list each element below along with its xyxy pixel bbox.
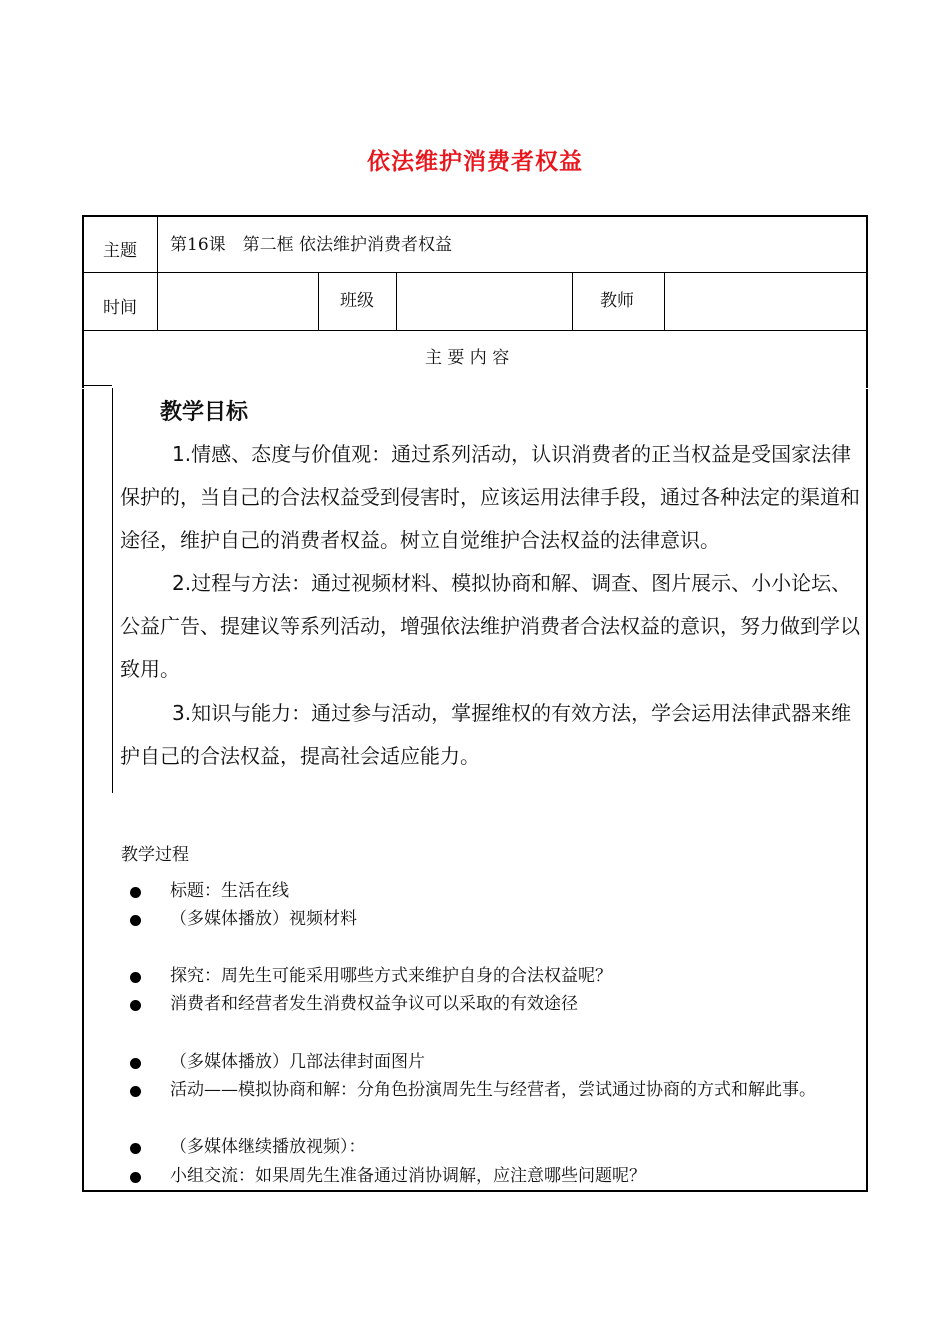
col-divider <box>396 272 397 330</box>
objectives-box-top-left <box>84 385 112 386</box>
topic-value: 第16课 第二框 依法维护消费者权益 <box>170 235 453 255</box>
list-item: 活动——模拟协商和解：分角色扮演周先生与经营者，尝试通过协商的方式和解此事。 <box>130 1077 860 1103</box>
teacher-label: 教师 <box>600 291 634 311</box>
list-item: 标题：生活在线 <box>130 878 860 904</box>
bullet-icon <box>130 887 141 898</box>
list-item: （多媒体继续播放视频）： <box>130 1134 860 1160</box>
col-divider <box>318 272 319 330</box>
objectives-heading: 教学目标 <box>160 400 249 425</box>
bullet-icon <box>130 1143 141 1154</box>
objective-item: 2.过程与方法：通过视频材料、模拟协商和解、调查、图片展示、小小论坛、公益广告、提建议等系列活动，增强依法维护消费者合法权益的意识，努力做到学以致用。 <box>120 571 860 681</box>
list-item: （多媒体播放）几部法律封面图片 <box>130 1049 860 1075</box>
bullet-icon <box>130 1086 141 1097</box>
topic-label: 主题 <box>103 241 137 261</box>
class-label: 班级 <box>340 291 374 311</box>
bullet-icon <box>130 1172 141 1183</box>
bullet-icon <box>130 915 141 926</box>
col-divider <box>572 272 573 330</box>
objectives-box-left <box>112 388 113 793</box>
col-divider <box>157 215 158 330</box>
time-label: 时间 <box>103 298 137 318</box>
row-divider <box>82 388 868 389</box>
objective-item: 1.情感、态度与价值观：通过系列活动，认识消费者的正当权益是受国家法律保护的，当自己的合法权益受到侵害时，应该运用法律手段，通过各种法定的渠道和途径，维护自己的消费者权益。树立自觉维护合法权益的法律意识。 <box>120 442 860 552</box>
document-title: 依法维护消费者权益 <box>367 149 583 175</box>
col-divider <box>664 272 665 330</box>
objectives-box-right <box>866 795 868 1192</box>
row-divider <box>82 272 868 273</box>
bullet-icon <box>130 1000 141 1011</box>
list-item: （多媒体播放）视频材料 <box>130 906 860 932</box>
list-item: 消费者和经营者发生消费权益争议可以采取的有效途径 <box>130 991 860 1017</box>
list-item: 探究：周先生可能采用哪些方式来维护自身的合法权益呢？ <box>130 963 860 989</box>
row-divider <box>82 330 868 331</box>
bullet-icon <box>130 972 141 983</box>
objective-item: 3.知识与能力：通过参与活动，掌握维权的有效方法，学会运用法律武器来维护自己的合法权益，提高社会适应能力。 <box>120 701 852 768</box>
main-content-label: 主 要 内 容 <box>425 348 510 368</box>
list-item: 小组交流：如果周先生准备通过消协调解，应注意哪些问题呢？ <box>130 1163 860 1189</box>
process-heading: 教学过程 <box>121 845 189 865</box>
bullet-icon <box>130 1058 141 1069</box>
